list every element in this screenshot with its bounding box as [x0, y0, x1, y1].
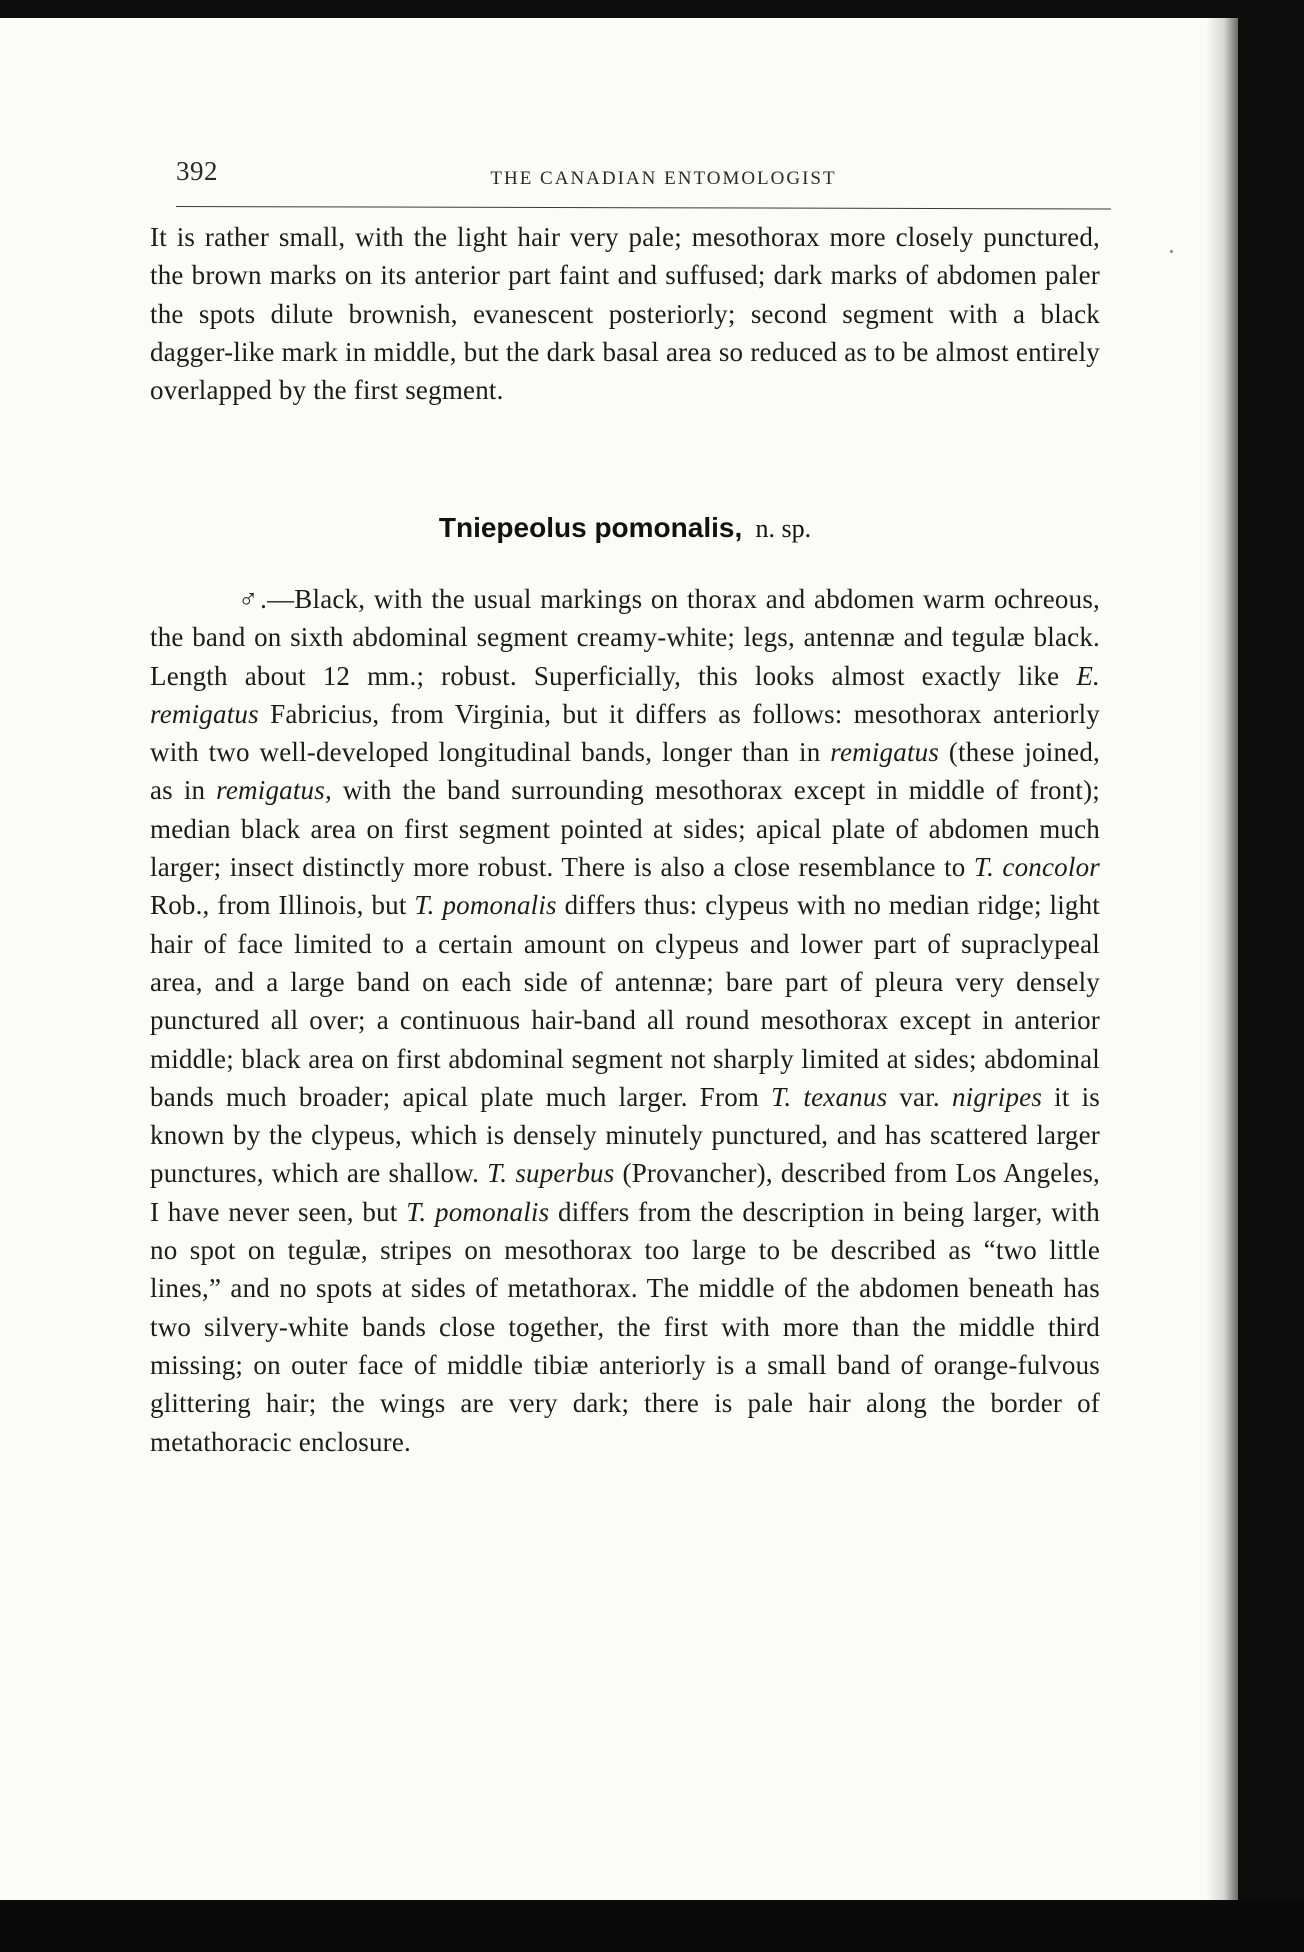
italic-taxon-name: T. superbus [487, 1158, 615, 1189]
species-name: Tniepeolus pomonalis, [438, 512, 743, 543]
text-run: differs from the description in being larger, with no spot on tegulæ, stripes on mesothorax too large to be described as “two little lines,” and no spots at sides of metathorax. The middle of the abdomen beneath has two silvery-white bands close together, the first with more than the middle third missing; on outer face of middle tibiæ anteriorly is a small band of orange-fulvous glittering hair; the wings are very dark; there is pale hair along the border of metathoracic enclosure. [150, 1196, 1101, 1457]
running-title: THE CANADIAN ENTOMOLOGIST [490, 168, 837, 189]
text-run: it is known by the clypeus, which is densely minutely punctured, and has scattered larger punctures, which are shallow. [150, 1081, 1100, 1189]
italic-taxon-name: T. texanus [771, 1081, 888, 1112]
running-header [176, 150, 1111, 200]
text-run: (Provancher), described from Los Angeles, I have never seen, but [150, 1158, 1100, 1227]
text-run: ♂.—Black, with the usual markings on thorax and abdomen warm ochreous, the band on sixth abdominal segment creamy-white; legs, antennæ and tegulæ black. Length about 12 mm.; robust. Superficially, this looks almost exactly like [150, 584, 1100, 691]
italic-taxon-name: nigripes [951, 1081, 1043, 1112]
species-heading [150, 512, 1100, 545]
text-run: Fabricius, from Virginia, but it differs as follows: mesothorax anteriorly with two well-developed longitudinal bands, longer than in [150, 698, 1100, 768]
text-run: differs thus: clypeus with no median ridge; light hair of face limited to a certain amount on clypeus and lower part of supraclypeal area, and a large band on each side of antennæ; bare part of pleura very densely punctured all over; a continuous hair-band all round mesothorax except in anterior middle; black area on first abdominal segment not sharply limited at sides; abdominal bands much broader; apical plate much larger. From [150, 890, 1101, 1112]
italic-taxon-name: T. pomonalis [414, 890, 557, 921]
text-run: Rob., from Illinois, but [150, 890, 415, 921]
italic-taxon-name: remigatus [830, 737, 940, 768]
text-run: with the band surrounding mesothorax except in middle of front); median black area on first segment pointed at sides; apical plate of abdomen much larger; insect distinctly more robust. There is also a close resemblance to [150, 775, 1101, 883]
scan-border-right [1238, 0, 1304, 1952]
page-number: 392 [176, 156, 218, 186]
text-run: (these joined, as in [150, 737, 1100, 806]
species-description [150, 580, 1100, 1461]
page-gutter-shadow [1206, 18, 1238, 1900]
scan-speck [1170, 250, 1173, 253]
text-run: var. [887, 1081, 952, 1112]
paragraph-continued: It is rather small, with the light hair very pale; mesothorax more closely punctured, the brown marks on its anterior part faint and suffused; dark marks of abdomen paler the spots dilute brownish, evanescent posteriorly; second segment with a black dagger-like mark in middle, but the dark basal area so reduced as to be almost entirely overlapped by the first segment. [150, 222, 1100, 406]
italic-taxon-name: E. remigatus [150, 660, 1100, 729]
italic-taxon-name: T. concolor [973, 852, 1100, 883]
italic-taxon-name: T. pomonalis [406, 1196, 550, 1227]
scan-border-bottom [0, 1900, 1304, 1952]
new-species-note: n. sp. [755, 514, 812, 543]
scan-border-top [0, 0, 1304, 18]
italic-taxon-name: remigatus, [216, 775, 332, 806]
